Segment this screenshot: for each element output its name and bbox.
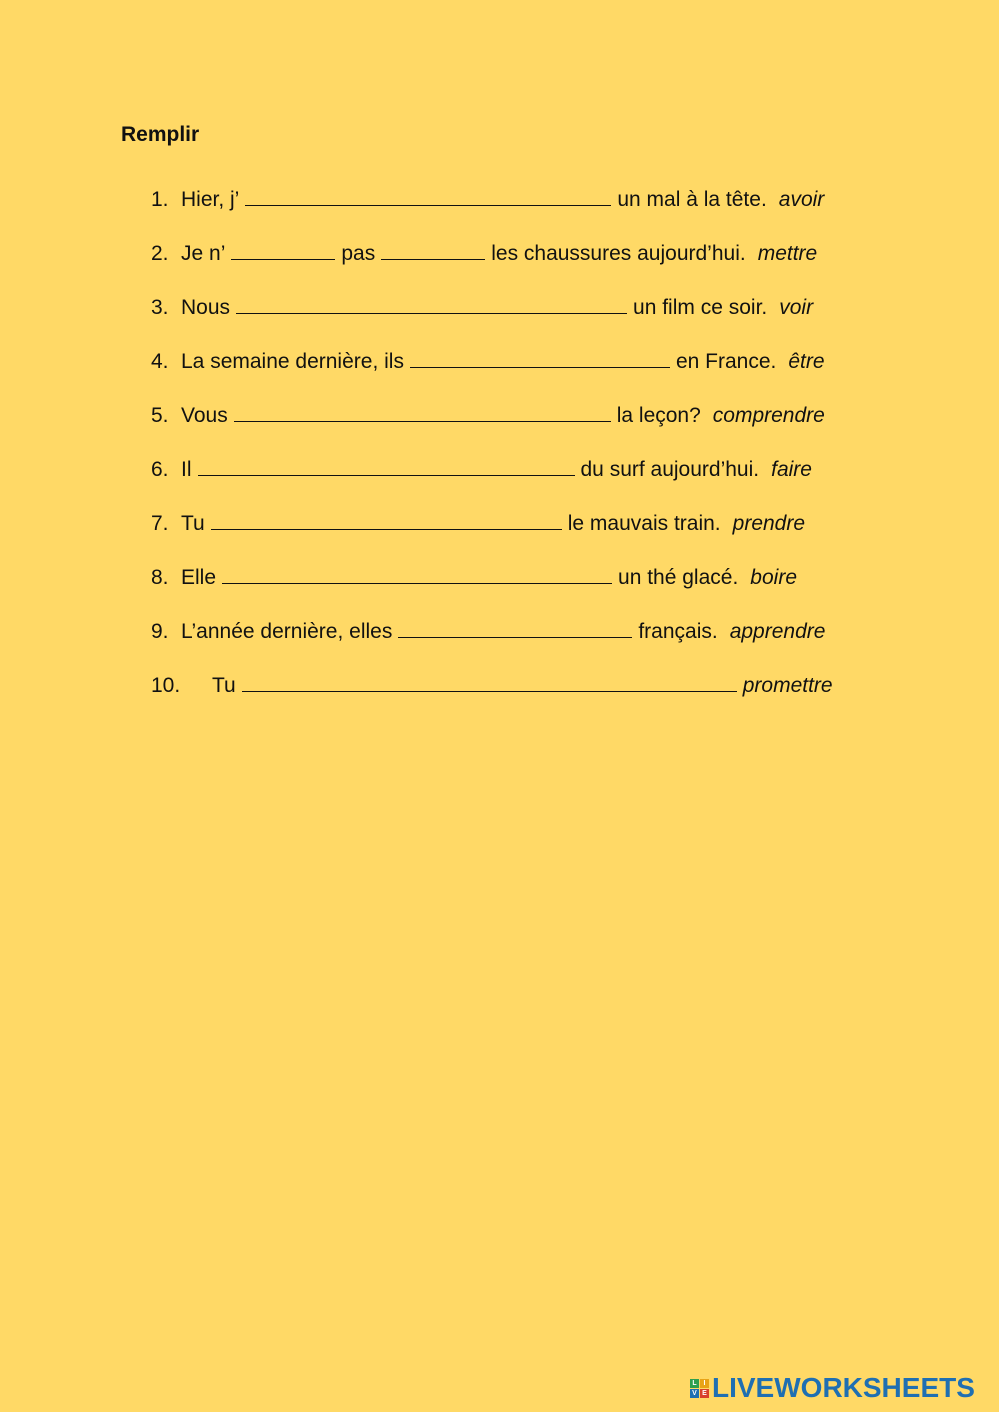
item-text-before: Je n’ (181, 242, 226, 265)
item-text-after: le mauvais train. (567, 512, 721, 535)
item-number: 7. (151, 512, 169, 535)
exercise-item (151, 345, 951, 399)
item-text-after: la leçon? (616, 404, 701, 427)
exercise-item (151, 669, 951, 723)
liveworksheets-logo (690, 1372, 975, 1404)
item-text-after: un thé glacé. (618, 566, 739, 589)
exercise-item (151, 453, 951, 507)
exercise-item (151, 237, 951, 291)
exercise-item (151, 507, 951, 561)
verb-hint: boire (750, 566, 797, 589)
item-text-after: les chaussures aujourd’hui. (491, 242, 746, 265)
item-text-after: en France. (675, 350, 777, 373)
item-number: 4. (151, 350, 169, 373)
answer-blank[interactable] (198, 453, 575, 476)
answer-blank[interactable] (381, 237, 485, 260)
item-number: 3. (151, 296, 169, 319)
item-number: 8. (151, 566, 169, 589)
verb-hint: prendre (732, 512, 806, 535)
exercise-item (151, 561, 951, 615)
item-text-before: Tu (212, 674, 236, 697)
verb-hint: avoir (778, 188, 825, 211)
logo-mark-cell: V (690, 1389, 699, 1398)
exercise-item (151, 183, 951, 237)
answer-blank[interactable] (231, 237, 335, 260)
item-text-before: Vous (181, 404, 228, 427)
logo-mark-icon (690, 1379, 709, 1398)
verb-hint: voir (779, 296, 814, 319)
logo-mark-cell: I (700, 1379, 709, 1388)
verb-hint: promettre (742, 674, 833, 697)
answer-blank[interactable] (410, 345, 670, 368)
item-number: 2. (151, 242, 169, 265)
logo-mark-cell: E (700, 1389, 709, 1398)
answer-blank[interactable] (234, 399, 611, 422)
answer-blank[interactable] (211, 507, 562, 530)
item-number: 10. (151, 674, 181, 697)
item-text-before: Tu (181, 512, 205, 535)
item-number: 5. (151, 404, 169, 427)
item-text-before: L’année dernière, elles (181, 620, 393, 643)
item-text-before: La semaine dernière, ils (181, 350, 404, 373)
exercise-item (151, 399, 951, 453)
exercise-item (151, 615, 951, 669)
exercise-list (151, 183, 951, 723)
answer-blank[interactable] (245, 183, 611, 206)
verb-hint: faire (771, 458, 812, 481)
logo-mark-cell: L (690, 1379, 699, 1388)
item-number: 1. (151, 188, 169, 211)
item-text-after: un film ce soir. (633, 296, 768, 319)
verb-hint: apprendre (729, 620, 826, 643)
item-text-before: Hier, j’ (181, 188, 240, 211)
item-number: 9. (151, 620, 169, 643)
answer-blank[interactable] (398, 615, 632, 638)
item-text-before: Il (181, 458, 192, 481)
verb-hint: être (788, 350, 825, 373)
item-text-before: Elle (181, 566, 217, 589)
item-text-before: Nous (181, 296, 231, 319)
item-text-middle: pas (341, 242, 376, 265)
answer-blank[interactable] (222, 561, 612, 584)
item-text-after: français. (638, 620, 718, 643)
answer-blank[interactable] (242, 669, 737, 692)
verb-hint: comprendre (712, 404, 825, 427)
exercise-item (151, 291, 951, 345)
answer-blank[interactable] (236, 291, 627, 314)
logo-text: LIVEWORKSHEETS (712, 1372, 975, 1403)
item-text-after: un mal à la tête. (617, 188, 767, 211)
item-text-after: du surf aujourd’hui. (580, 458, 760, 481)
worksheet-title: Remplir (121, 123, 200, 146)
item-number: 6. (151, 458, 169, 481)
verb-hint: mettre (757, 242, 818, 265)
